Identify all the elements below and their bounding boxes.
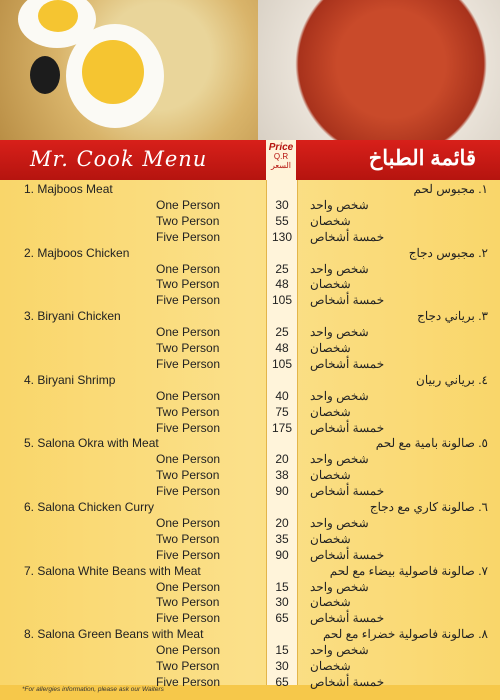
serving-size-en: Two Person <box>156 531 220 546</box>
serving-size-ar: شخصان <box>310 404 351 419</box>
serving-option-row <box>0 532 500 548</box>
menu-item-row <box>0 309 500 325</box>
serving-option-row <box>0 214 500 230</box>
serving-size-en: Five Person <box>156 547 221 562</box>
menu-item-row <box>0 500 500 516</box>
menu-item-name-en: 6. Salona Chicken Curry <box>24 500 155 514</box>
serving-size-ar: خمسة أشخاص <box>310 674 385 689</box>
menu-item-name-ar: ٧. صالونة فاصولية بيضاء مع لحم <box>329 563 488 578</box>
serving-size-ar: شخص واحد <box>310 579 369 594</box>
serving-size-en: One Person <box>156 643 221 658</box>
price-value: 38 <box>275 468 289 483</box>
serving-size-en: One Person <box>156 515 221 530</box>
price-value: 105 <box>271 356 293 371</box>
serving-option-row <box>0 389 500 405</box>
price-value: 130 <box>271 229 293 244</box>
menu-item-name-en: 5. Salona Okra with Meat <box>24 436 159 451</box>
serving-option-row <box>0 230 500 246</box>
serving-option-row <box>0 580 500 596</box>
serving-option-row <box>0 325 500 341</box>
serving-size-en: One Person <box>156 579 221 594</box>
serving-size-ar: خمسة أشخاص <box>310 229 385 244</box>
serving-size-en: Five Person <box>156 229 221 244</box>
price-value: 75 <box>275 404 289 419</box>
serving-size-en: Five Person <box>156 674 221 689</box>
serving-size-ar: شخص واحد <box>310 197 369 212</box>
serving-size-ar: شخص واحد <box>310 388 369 403</box>
price-value: 48 <box>275 341 289 355</box>
menu-item-name-ar: ١. مجبوس لحم <box>413 182 488 196</box>
serving-size-en: One Person <box>156 261 221 276</box>
price-value: 30 <box>275 197 289 212</box>
price-label-ar: السعر <box>270 161 292 170</box>
menu-item-row <box>0 182 500 198</box>
menu-item-name-ar: ٤. برياني ربيان <box>416 372 488 387</box>
serving-size-en: Five Person <box>156 420 221 435</box>
serving-size-en: Two Person <box>156 468 220 483</box>
serving-option-row <box>0 484 500 500</box>
menu-item-name-ar: ٣. برياني دجاج <box>417 309 488 324</box>
serving-option-row <box>0 262 500 278</box>
menu-item-row <box>0 246 500 262</box>
serving-size-ar: خمسة أشخاص <box>310 484 385 499</box>
price-value: 30 <box>275 659 289 673</box>
price-column-header <box>266 140 296 180</box>
serving-size-en: Five Person <box>156 611 221 626</box>
price-value: 65 <box>275 611 289 626</box>
price-value: 15 <box>275 579 289 594</box>
serving-option-row <box>0 659 500 675</box>
serving-size-ar: شخصان <box>310 595 351 610</box>
allergy-footnote: *For allergies information, please ask our Waiters <box>22 686 164 693</box>
serving-size-ar: شخصان <box>310 659 351 673</box>
price-value: 105 <box>271 293 293 308</box>
price-label-en: Price <box>268 142 294 153</box>
menu-item-name-ar: ٨. صالونة فاصولية خضراء مع لحم <box>322 627 488 642</box>
price-value: 175 <box>271 420 293 435</box>
price-value: 48 <box>275 277 289 292</box>
yolk-image <box>38 0 78 32</box>
price-value: 90 <box>275 484 289 499</box>
menu-item-row <box>0 373 500 389</box>
price-value: 20 <box>275 452 289 467</box>
menu-item-name-en: 4. Biryani Shrimp <box>24 372 116 387</box>
price-unit: Q.R <box>273 152 289 161</box>
menu-item-name-ar: ٦. صالونة كاري مع دجاج <box>369 500 488 514</box>
price-value: 25 <box>275 325 289 340</box>
serving-size-ar: خمسة أشخاص <box>310 547 385 562</box>
serving-size-en: One Person <box>156 388 221 403</box>
serving-size-en: Five Person <box>156 293 221 308</box>
price-value: 55 <box>275 213 289 228</box>
serving-size-en: Two Person <box>156 595 220 610</box>
serving-size-ar: شخص واحد <box>310 515 369 530</box>
serving-option-row <box>0 405 500 421</box>
yolk-image <box>82 40 144 104</box>
serving-size-en: Two Person <box>156 277 220 292</box>
serving-size-en: One Person <box>156 197 221 212</box>
serving-option-row <box>0 516 500 532</box>
serving-option-row <box>0 468 500 484</box>
serving-option-row <box>0 548 500 564</box>
serving-size-ar: شخصان <box>310 277 351 292</box>
menu-title-ar: قائمة الطباخ <box>368 147 476 170</box>
serving-option-row <box>0 357 500 373</box>
price-value: 15 <box>275 643 289 658</box>
serving-size-en: Two Person <box>156 341 220 355</box>
serving-size-en: Five Person <box>156 484 221 499</box>
price-value: 40 <box>275 388 289 403</box>
serving-size-ar: شخص واحد <box>310 452 369 467</box>
menu-item-name-en: 3. Biryani Chicken <box>24 309 121 324</box>
serving-size-ar: خمسة أشخاص <box>310 420 385 435</box>
price-value: 20 <box>275 515 289 530</box>
menu-item-row <box>0 436 500 452</box>
price-value: 30 <box>275 595 289 610</box>
menu-item-name-en: 2. Majboos Chicken <box>24 245 130 260</box>
menu-title-en: Mr. Cook Menu <box>30 147 208 171</box>
serving-size-en: Two Person <box>156 404 220 419</box>
serving-option-row <box>0 293 500 309</box>
serving-size-en: Two Person <box>156 659 220 673</box>
serving-size-en: One Person <box>156 325 221 340</box>
menu-item-name-en: 1. Majboos Meat <box>24 182 113 196</box>
serving-size-ar: شخص واحد <box>310 325 369 340</box>
serving-size-ar: خمسة أشخاص <box>310 293 385 308</box>
menu-item-row <box>0 564 500 580</box>
menu-item-name-ar: ٢. مجبوس دجاج <box>408 245 488 260</box>
serving-size-ar: شخصان <box>310 213 351 228</box>
serving-size-ar: شخصان <box>310 341 351 355</box>
menu-item-name-en: 7. Salona White Beans with Meat <box>24 563 201 578</box>
serving-size-ar: شخص واحد <box>310 261 369 276</box>
serving-option-row <box>0 611 500 627</box>
price-value: 90 <box>275 547 289 562</box>
serving-option-row <box>0 277 500 293</box>
olive-image <box>30 56 60 94</box>
serving-size-ar: شخص واحد <box>310 643 369 658</box>
price-value: 65 <box>275 674 289 689</box>
serving-option-row <box>0 595 500 611</box>
menu-item-row <box>0 627 500 643</box>
serving-size-ar: خمسة أشخاص <box>310 611 385 626</box>
menu-item-name-ar: ٥. صالونة بامية مع لحم <box>375 436 488 451</box>
serving-size-en: One Person <box>156 452 221 467</box>
serving-option-row <box>0 421 500 437</box>
serving-option-row <box>0 452 500 468</box>
price-value: 25 <box>275 261 289 276</box>
curry-dish-photo <box>258 0 500 142</box>
serving-size-ar: خمسة أشخاص <box>310 356 385 371</box>
serving-size-ar: شخصان <box>310 468 351 483</box>
rice-dish-photo <box>0 0 262 142</box>
serving-size-en: Five Person <box>156 356 221 371</box>
price-value: 35 <box>275 531 289 546</box>
menu-header <box>0 140 500 180</box>
menu-item-name-en: 8. Salona Green Beans with Meat <box>24 627 204 642</box>
serving-option-row <box>0 198 500 214</box>
serving-size-en: Two Person <box>156 213 220 228</box>
serving-option-row <box>0 341 500 357</box>
serving-size-ar: شخصان <box>310 531 351 546</box>
serving-option-row <box>0 643 500 659</box>
